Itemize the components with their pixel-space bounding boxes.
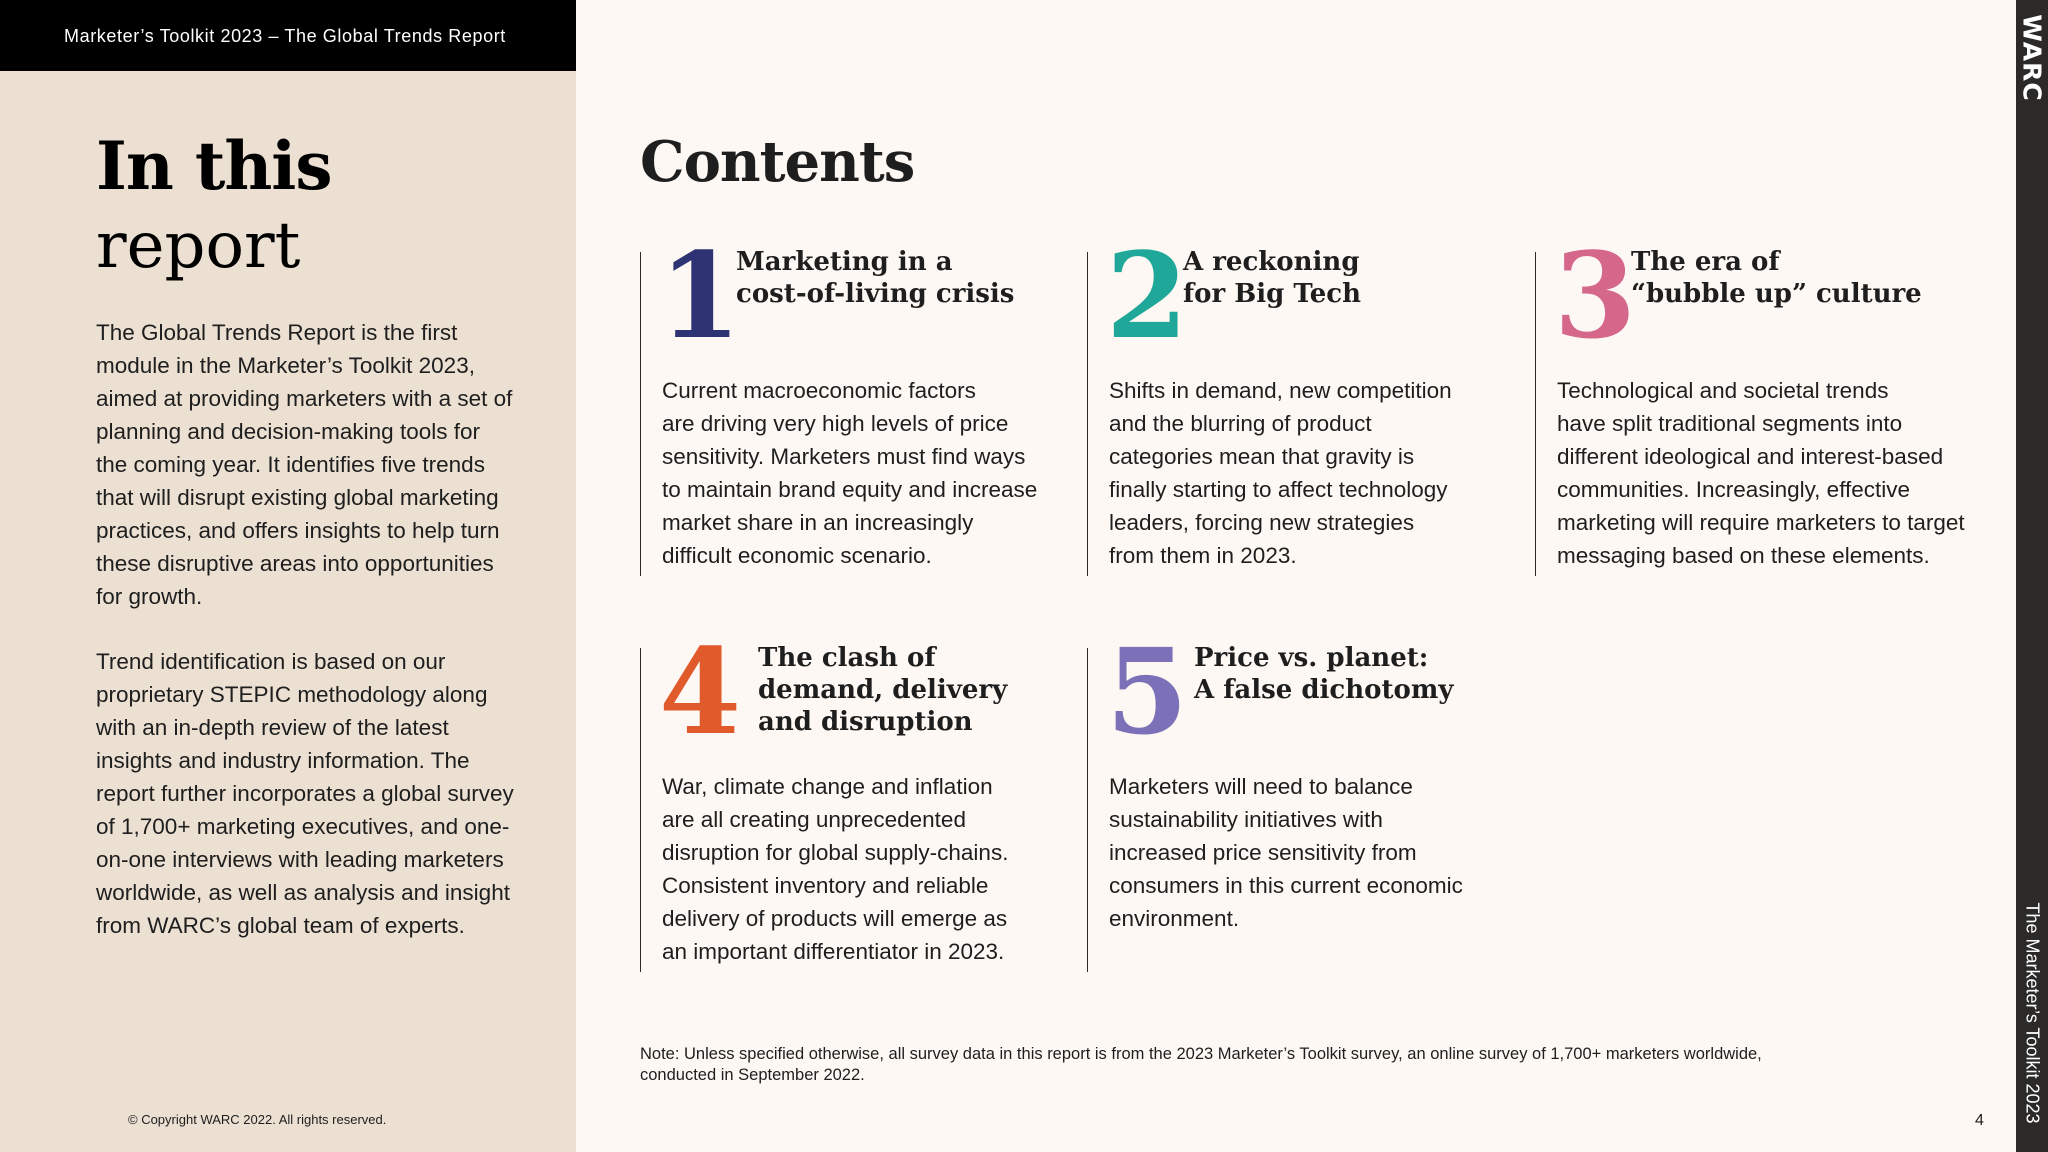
- item-title: [1194, 642, 1453, 706]
- item-title-line: “bubble up” culture: [1631, 279, 1922, 309]
- item-description-line: sensitivity. Marketers must find ways: [662, 444, 1026, 469]
- item-title-line: demand, delivery: [758, 675, 1008, 705]
- item-title-line: The era of: [1631, 247, 1780, 277]
- item-description-line: sustainability initiatives with: [1109, 807, 1383, 832]
- item-title-line: for Big Tech: [1183, 279, 1362, 309]
- section-heading-line-1: In this: [96, 127, 332, 205]
- contents-item-5[interactable]: [1087, 622, 1507, 972]
- item-description-line: leaders, forcing new strategies: [1109, 510, 1415, 535]
- item-description-line: communities. Increasingly, effective: [1557, 477, 1911, 502]
- item-description-line: an important differentiator in 2023.: [662, 939, 1005, 964]
- item-description-line: marketing will require marketers to target: [1557, 510, 1965, 535]
- item-description: [662, 374, 1037, 572]
- item-description-line: and the blurring of product: [1109, 411, 1372, 436]
- item-description-line: Marketers will need to balance: [1109, 774, 1413, 799]
- item-number: 4: [659, 622, 742, 761]
- item-title-line: A reckoning: [1183, 247, 1360, 277]
- item-description: [1109, 770, 1463, 935]
- item-description-line: are all creating unprecedented: [662, 807, 966, 832]
- survey-note: [640, 1044, 1940, 1086]
- item-title: [736, 246, 1014, 310]
- item-description-line: messaging based on these elements.: [1557, 543, 1930, 568]
- side-strip-label: The Marketer’s Toolkit 2023: [2022, 902, 2043, 1124]
- item-description-line: Technological and societal trends: [1557, 378, 1889, 403]
- item-title-line: Price vs. planet:: [1194, 643, 1429, 673]
- item-number: 2: [1106, 226, 1189, 365]
- contents-item-1[interactable]: [640, 226, 1060, 576]
- item-description-line: categories mean that gravity is: [1109, 444, 1415, 469]
- contents-item-2[interactable]: [1087, 226, 1507, 576]
- intro-paragraph-1: The Global Trends Report is the first module in the Marketer’s Toolkit 2023, aimed at providing marketers with a set of planning and decision-making tools for the coming year. It identifies five trends that will disrupt existing global marketing practices, and offers insights to help turn these disruptive areas into opportunities for growth.: [96, 320, 513, 609]
- intro-paragraph-2: Trend identification is based on our proprietary STEPIC methodology along with an in-depth review of the latest insights and industry information. The report further incorporates a global survey of 1,700+ marketing executives, and one-on-one interviews with leading marketers worldwide, as well as analysis and insight from WARC’s global team of experts.: [96, 649, 514, 938]
- item-title: [1183, 246, 1361, 310]
- page-number: 4: [1975, 1112, 1984, 1129]
- contents-item-4[interactable]: [640, 622, 1060, 972]
- item-title: [758, 642, 1007, 738]
- item-description-line: have split traditional segments into: [1557, 411, 1903, 436]
- item-number: 5: [1106, 622, 1189, 761]
- copyright-notice: © Copyright WARC 2022. All rights reserved.: [128, 1112, 387, 1127]
- item-description-line: Shifts in demand, new competition: [1109, 378, 1452, 403]
- report-header-bar: Marketer’s Toolkit 2023 – The Global Trends Report: [0, 0, 576, 71]
- item-description-line: consumers in this current economic: [1109, 873, 1463, 898]
- item-title: [1631, 246, 1922, 310]
- item-description-line: from them in 2023.: [1109, 543, 1297, 568]
- item-description-line: War, climate change and inflation: [662, 774, 993, 799]
- item-title-line: and disruption: [758, 707, 973, 737]
- item-description-line: market share in an increasingly: [662, 510, 974, 535]
- item-description-line: Current macroeconomic factors: [662, 378, 976, 403]
- item-number: 3: [1554, 226, 1637, 365]
- item-description-line: finally starting to affect technology: [1109, 477, 1448, 502]
- item-description-line: different ideological and interest-based: [1557, 444, 1944, 469]
- survey-note-line: Note: Unless specified otherwise, all survey data in this report is from the 2023 Marketer’s Toolkit survey, an online survey of 1,700+ marketers worldwide,: [640, 1045, 1762, 1063]
- item-description-line: are driving very high levels of price: [662, 411, 1009, 436]
- item-description-line: disruption for global supply-chains.: [662, 840, 1009, 865]
- item-title-line: Marketing in a: [736, 247, 953, 277]
- item-description: [1557, 374, 1965, 572]
- section-heading-line-2: report: [96, 209, 301, 283]
- item-number: 1: [659, 226, 742, 365]
- warc-logo: WARC: [2017, 14, 2047, 102]
- item-description-line: delivery of products will emerge as: [662, 906, 1008, 931]
- item-description-line: environment.: [1109, 906, 1240, 931]
- item-description-line: Consistent inventory and reliable: [662, 873, 989, 898]
- item-description-line: to maintain brand equity and increase: [662, 477, 1038, 502]
- contents-item-3[interactable]: [1535, 226, 1975, 576]
- item-title-line: A false dichotomy: [1194, 675, 1454, 705]
- item-description-line: increased price sensitivity from: [1109, 840, 1417, 865]
- item-title-line: The clash of: [758, 643, 936, 673]
- survey-note-line: conducted in September 2022.: [640, 1066, 865, 1084]
- contents-title: Contents: [640, 129, 915, 195]
- item-title-line: cost-of-living crisis: [736, 279, 1015, 309]
- item-description-line: difficult economic scenario.: [662, 543, 932, 568]
- item-description: [1109, 374, 1452, 572]
- item-description: [662, 770, 1008, 968]
